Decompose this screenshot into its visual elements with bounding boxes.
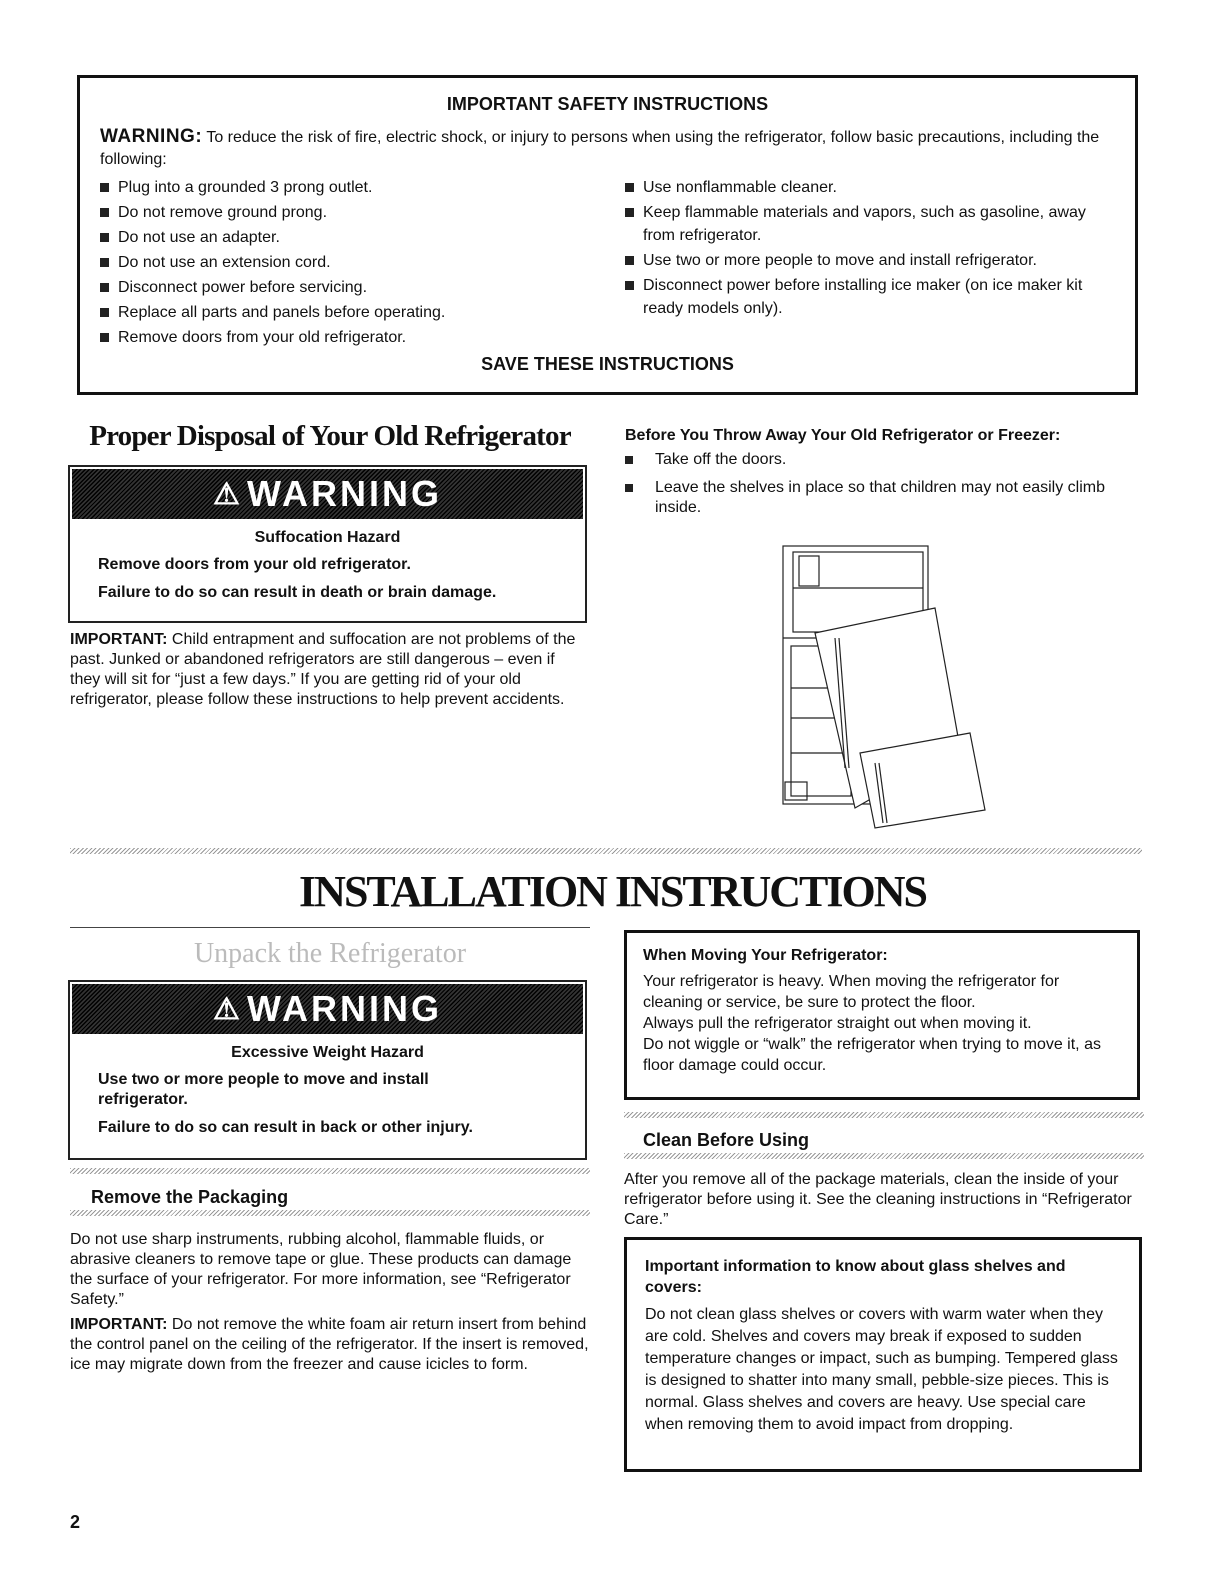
warning-label: WARNING: (100, 126, 203, 147)
safety-title: IMPORTANT SAFETY INSTRUCTIONS (446, 94, 769, 114)
warning-line: Remove doors from your old refrigerator. (98, 556, 411, 573)
safety-warning (100, 126, 1115, 171)
remove-packaging-heading: Remove the Packaging (91, 1187, 289, 1207)
list-item: Disconnect power before installing ice maker (on ice maker kit ready models only). (625, 274, 1105, 320)
glass-shelves-box (624, 1237, 1142, 1472)
warning-line: Failure to do so can result in back or other injury. (98, 1119, 473, 1136)
disposal-heading: Proper Disposal of Your Old Refrigerator (89, 420, 571, 452)
hazard-title: Excessive Weight Hazard (231, 1044, 424, 1061)
section-divider (70, 848, 1142, 854)
list-item: Use nonflammable cleaner. (625, 176, 1105, 199)
before-throw-heading: Before You Throw Away Your Old Refrigerator or Freezer: (625, 427, 1061, 444)
warning-banner (72, 984, 583, 1034)
important-label: IMPORTANT: (70, 1316, 168, 1333)
weight-warning-box (68, 980, 587, 1160)
disposal-paragraph (70, 630, 588, 710)
moving-heading: When Moving Your Refrigerator: (643, 947, 888, 964)
list-item: Replace all parts and panels before operating. (100, 301, 600, 324)
divider (70, 927, 590, 928)
list-item: Do not remove ground prong. (100, 201, 600, 224)
clean-paragraph: After you remove all of the package materials, clean the inside of your refrigerator before using it. See the cleaning instructions in “Refrigerator Care.” (624, 1171, 1132, 1228)
list-item: Use two or more people to move and install refrigerator. (625, 249, 1105, 272)
list-item: Plug into a grounded 3 prong outlet. (100, 176, 600, 199)
save-instructions: SAVE THESE INSTRUCTIONS (481, 354, 734, 374)
glass-paragraph: Do not clean glass shelves or covers with warm water when they are cold. Shelves and covers may break if exposed to sudden temperature changes or impact, such as bumping. Tempered glass is designed to shatter into many small, pebble-size pieces. This is normal. Glass shelves and covers are heavy. Use special care when removing them to avoid impact from dropping. (645, 1306, 1118, 1433)
warning-line: Failure to do so can result in death or brain damage. (98, 584, 497, 601)
clean-before-using-heading: Clean Before Using (643, 1130, 810, 1150)
list-item: Remove doors from your old refrigerator. (100, 326, 600, 349)
moving-line: Your refrigerator is heavy. When moving the refrigerator for cleaning or service, be sure to protect the floor. (643, 973, 1060, 1011)
warning-banner-label: WARNING (246, 988, 442, 1029)
safety-instructions-box (77, 75, 1138, 395)
warning-banner (72, 469, 583, 519)
safety-list-right (625, 176, 1105, 322)
moving-line: Always pull the refrigerator straight out when moving it. (643, 1015, 1032, 1032)
before-throw-list (625, 450, 1125, 526)
hazard-title: Suffocation Hazard (254, 529, 401, 546)
warning-banner-label: WARNING (246, 473, 442, 514)
moving-refrigerator-box (624, 930, 1140, 1100)
divider (624, 1153, 1144, 1159)
warning-triangle-icon: ⚠ (213, 477, 243, 511)
important-text: Child entrapment and suffocation are not problems of the past. Junked or abandoned refrigerators are still dangerous – even if they will sit for “just a few days.” If you are getting rid of your old refrigerator, please follow these instructions to help prevent accidents. (70, 631, 576, 708)
important-label: IMPORTANT: (70, 631, 168, 648)
important-text: Do not remove the white foam air return insert from behind the control panel on the ceiling of the refrigerator. If the insert is removed, ice may migrate down from the freezer and cause icicles to form. (70, 1316, 589, 1373)
list-item: Disconnect power before servicing. (100, 276, 600, 299)
divider (70, 1210, 590, 1216)
list-item: Do not use an adapter. (100, 226, 600, 249)
unpack-heading: Unpack the Refrigerator (193, 938, 467, 969)
divider (624, 1112, 1144, 1118)
glass-heading: Important information to know about glass shelves and covers: (645, 1258, 1066, 1296)
warning-line: Use two or more people to move and install refrigerator. (98, 1071, 429, 1108)
warning-text: To reduce the risk of fire, electric shock, or injury to persons when using the refrigerator, follow basic precautions, including the following: (100, 129, 1100, 168)
moving-line: Do not wiggle or “walk” the refrigerator when trying to move it, as floor damage could occur. (643, 1036, 1101, 1074)
list-item: Do not use an extension cord. (100, 251, 600, 274)
refrigerator-doors-removed-illustration (775, 538, 995, 833)
foam-insert-paragraph (70, 1315, 590, 1375)
page-number: 2 (70, 1512, 81, 1532)
warning-triangle-icon: ⚠ (213, 992, 243, 1026)
list-item: Take off the doors. (625, 450, 1125, 470)
list-item: Leave the shelves in place so that children may not easily climb inside. (625, 478, 1125, 518)
suffocation-warning-box (68, 465, 587, 623)
safety-list-left (100, 176, 600, 351)
installation-heading: INSTALLATION INSTRUCTIONS (299, 867, 926, 916)
remove-packaging-paragraph: Do not use sharp instruments, rubbing alcohol, flammable fluids, or abrasive cleaners to remove tape or glue. These products can damage the surface of your refrigerator. For more information, see “Refrigerator Safety.” (70, 1231, 572, 1308)
list-item: Keep flammable materials and vapors, such as gasoline, away from refrigerator. (625, 201, 1105, 247)
divider (70, 1168, 590, 1174)
